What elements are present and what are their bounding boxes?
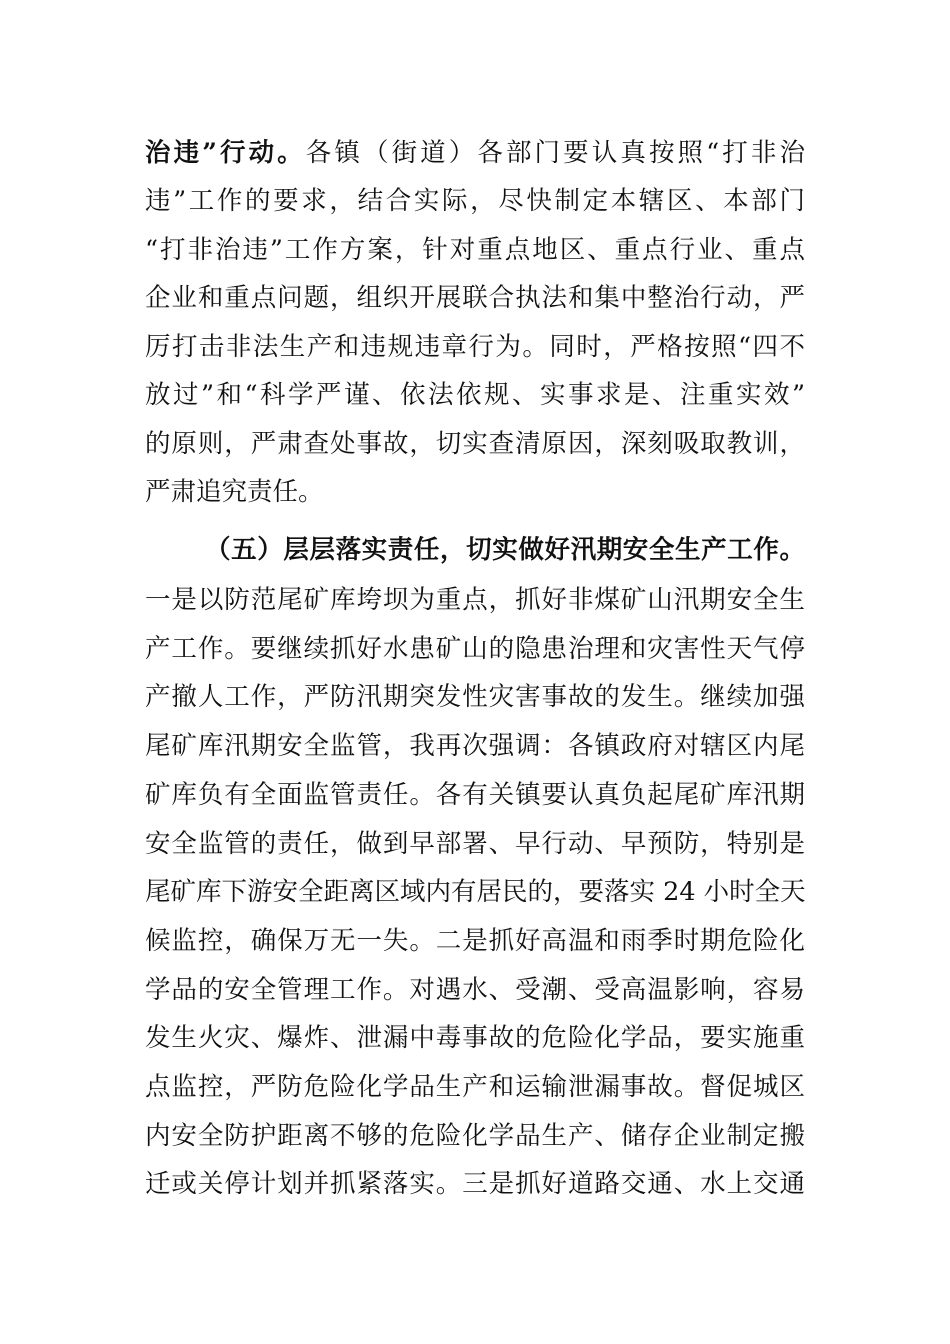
text-run: 的原则，严肃查处事故，切实查清原因，深刻吸取教训， [145,429,805,459]
text-line [145,133,805,173]
text-line [145,775,805,815]
text-line [145,677,805,717]
text-line [145,1018,805,1058]
text-line [145,1067,805,1107]
bold-run: （五）层层落实责任，切实做好汛期安全生产工作。 [205,535,805,565]
text-line [145,472,805,512]
text-run: 一是以防范尾矿库垮坝为重点，抓好非煤矿山汛期安全生 [145,585,805,615]
text-run: 产工作。要继续抓好水患矿山的隐患治理和灾害性天气停 [145,634,805,664]
text-line [145,278,805,318]
text-line [145,327,805,367]
text-run: 厉打击非法生产和违规违章行为。同时，严格按照“四不 [145,332,805,362]
text-line [145,424,805,464]
text-line [145,872,805,912]
text-line [145,1164,805,1204]
text-line [145,824,805,864]
text-line [145,230,805,270]
text-run: 矿库负有全面监管责任。各有关镇要认真负起尾矿库汛期 [145,780,805,810]
text-run: 产撤人工作，严防汛期突发性灾害事故的发生。继续加强 [145,682,805,712]
text-run: 内安全防护距离不够的危险化学品生产、储存企业制定搬 [145,1121,805,1151]
text-line [145,580,805,620]
text-run: 严肃追究责任。 [145,477,324,507]
text-run: 学品的安全管理工作。对遇水、受潮、受高温影响，容易 [145,975,805,1005]
text-line [145,726,805,766]
text-run: 尾矿库汛期安全监管，我再次强调：各镇政府对辖区内尾 [145,731,805,761]
text-run: “打非治违”工作方案，针对重点地区、重点行业、重点 [145,235,805,265]
text-run: 违”工作的要求，结合实际，尽快制定本辖区、本部门 [145,186,805,216]
text-run: 点监控，严防危险化学品生产和运输泄漏事故。督促城区 [145,1072,805,1102]
text-line [145,921,805,961]
text-run: 迁或关停计划并抓紧落实。三是抓好道路交通、水上交通 [145,1169,805,1199]
text-line [145,1116,805,1156]
text-line [145,375,805,415]
text-run: 发生火灾、爆炸、泄漏中毒事故的危险化学品，要实施重 [145,1023,805,1053]
text-line [145,181,805,221]
bold-run: 治违”行动。 [145,138,306,168]
text-run: 企业和重点问题，组织开展联合执法和集中整治行动，严 [145,283,805,313]
text-run: 候监控，确保万无一失。二是抓好高温和雨季时期危险化 [145,926,805,956]
text-run: 各镇（街道）各部门要认真按照“打非治 [305,138,805,168]
text-run: 放过”和“科学严谨、依法依规、实事求是、注重实效” [145,380,805,410]
section-heading [205,530,805,570]
text-run: 尾矿库下游安全距离区域内有居民的，要落实 24 小时全天 [145,877,806,907]
text-line [145,970,805,1010]
text-run: 安全监管的责任，做到早部署、早行动、早预防，特别是 [145,829,805,859]
text-line [145,629,805,669]
